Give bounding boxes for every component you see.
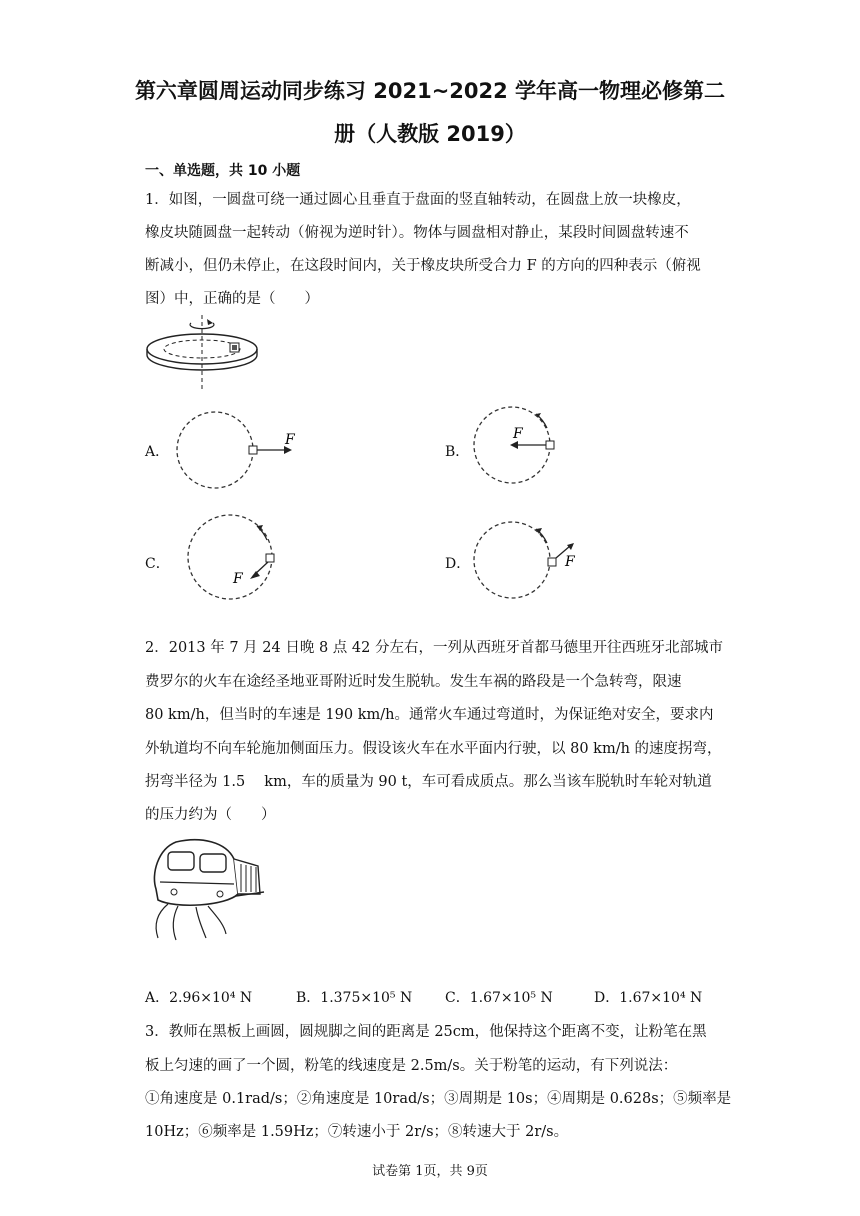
q1-option-c-label: C． (145, 556, 170, 572)
q2-option-d: D．1.67×10⁴ N (594, 990, 703, 1006)
q2-line: 的压力约为（ ） (145, 807, 276, 823)
q3-line: 板上匀速的画了一个圆，粉笔的线速度是 2.5m/s。关于粉笔的运动，有下列说法： (145, 1058, 678, 1074)
force-label-c: F (233, 571, 243, 587)
option-a-diagram (170, 405, 310, 500)
q2-line: 外轨道均不向车轮施加侧面压力。假设该火车在水平面内行驶，以 80 km/h 的速度拐弯， (145, 741, 722, 757)
force-label-d: F (565, 554, 575, 570)
force-label-a: F (285, 432, 295, 448)
option-b-diagram (470, 400, 580, 495)
title-line-2: 册（人教版 2019） (334, 122, 526, 146)
force-label-b: F (513, 426, 523, 442)
q1-line: 1．如图，一圆盘可绕一通过圆心且垂直于盘面的竖直轴转动，在圆盘上放一块橡皮， (145, 192, 691, 208)
q1-line: 橡皮块随圆盘一起转动（俯视为逆时针）。物体与圆盘相对静止，某段时间圆盘转速不 (145, 225, 689, 241)
q1-option-b-label: B． (445, 444, 470, 460)
q2-line: 费罗尔的火车在途经圣地亚哥附近时发生脱轨。发生车祸的路段是一个急转弯，限速 (145, 674, 682, 690)
page-footer: 试卷第 1页，共 9页 (372, 1164, 488, 1179)
q2-option-c: C．1.67×10⁵ N (445, 990, 553, 1006)
q1-option-d-label: D． (445, 556, 471, 572)
q2-line: 拐弯半径为 1.5 km，车的质量为 90 t，车可看成质点。那么当该车脱轨时车轮对轨道 (145, 774, 712, 790)
title-line-1: 第六章圆周运动同步练习 2021~2022 学年高一物理必修第二 (134, 79, 726, 103)
section-heading: 一、单选题，共 10 小题 (145, 163, 301, 179)
option-c-diagram (185, 512, 285, 607)
q2-option-a: A．2.96×10⁴ N (145, 990, 253, 1006)
q2-option-b: B．1.375×10⁵ N (296, 990, 413, 1006)
option-d-diagram (472, 515, 587, 610)
q3-line: 3．教师在黑板上画圆，圆规脚之间的距离是 25cm，他保持这个距离不变，让粉笔在黑 (145, 1024, 707, 1040)
rotating-disc-figure (145, 315, 270, 390)
q3-line: 10Hz；⑥频率是 1.59Hz；⑦转速小于 2r/s；⑧转速大于 2r/s。 (145, 1124, 569, 1140)
q1-option-a-label: A． (145, 444, 170, 460)
q2-line: 2．2013 年 7 月 24 日晚 8 点 42 分左右，一列从西班牙首都马德里开往西班牙北部城市 (145, 640, 723, 656)
q1-line: 图）中，正确的是（ ） (145, 291, 319, 307)
q3-line: ①角速度是 0.1rad/s；②角速度是 10rad/s；③周期是 10s；④周期是 0.628s；⑤频率是 (145, 1091, 732, 1107)
q2-line: 80 km/h，但当时的车速是 190 km/h。通常火车通过弯道时，为保证绝对安全，要求内 (145, 707, 714, 723)
q1-line: 断减小，但仍未停止，在这段时间内，关于橡皮块所受合力 F 的方向的四种表示（俯视 (145, 258, 701, 274)
derailed-train-illustration (146, 834, 266, 944)
